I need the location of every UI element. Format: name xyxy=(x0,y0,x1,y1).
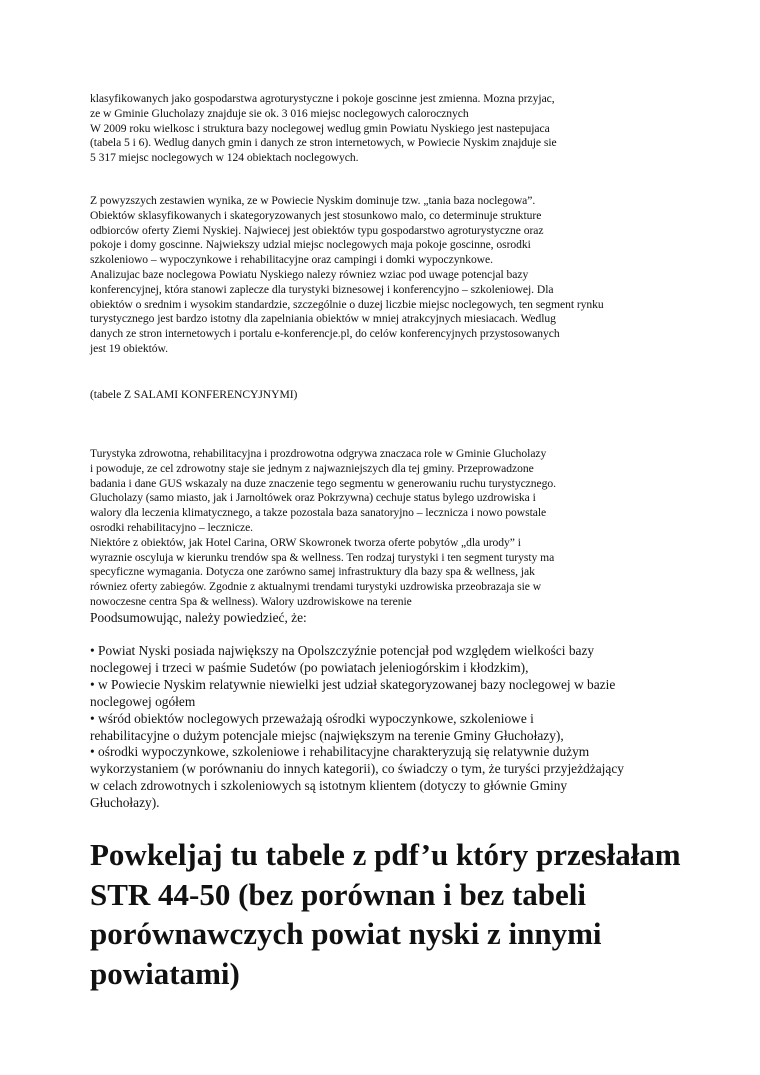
text-line: szkoleniowo – wypoczynkowe i rehabilitacyjne oraz campingi i domki wypoczynkowe. xyxy=(90,253,493,267)
text-line: równiez oferty zabiegów. Zgodnie z aktualnymi trendami turystyki uzdrowiska przeobrazaja sie w xyxy=(90,580,542,594)
summary-bullet-list xyxy=(90,643,624,812)
bullet-line: • ośrodki wypoczynkowe, szkoleniowe i rehabilitacyjne charakteryzują się relatywnie dużym xyxy=(90,744,590,760)
text-line: (tabela 5 i 6). Wedlug danych gmin i danych ze stron internetowych, w Powiecie Nyskim znajduje sie xyxy=(90,136,557,150)
text-line: Turystyka zdrowotna, rehabilitacyjna i prozdrowotna odgrywa znaczaca role w Gminie Glucholazy xyxy=(90,447,547,460)
heading-line: powiatami) xyxy=(90,955,240,991)
text-line: obiektów o srednim i wysokim standardzie, szczególnie o duzej liczbie miejsc noclegowych, ten segment rynku xyxy=(90,297,604,311)
summary-intro xyxy=(90,610,307,627)
text-line: i powoduje, ze cel zdrowotny staje sie jednym z najwazniejszych dla tej gminy. Przeprowadzone xyxy=(90,461,534,475)
bullet-line: w celach zdrowotnych i szkoleniowych są istotnym klientem (dotyczy to głównie Gminy xyxy=(90,778,568,794)
paragraph-health-tourism xyxy=(90,447,556,610)
text-line: Obiektów sklasyfikowanych i skategoryzowanych jest stosunkowo malo, co determinuje strukture xyxy=(90,208,542,222)
heading-line: porównawczych powiat nyski z innymi xyxy=(90,916,602,951)
text-line: Analizujac baze noclegowa Powiatu Nyskiego nalezy równiez wziac pod uwage potencjal bazy xyxy=(90,267,529,281)
text-line: ze w Gminie Glucholazy znajduje sie ok. 3 016 miejsc noclegowych calorocznych xyxy=(90,106,469,120)
text-line: walory dla leczenia klimatycznego, a takze pozostala baza sanatoryjno – lecznicza i nowo powstale xyxy=(90,506,547,520)
bullet-line: noclegowej i trzeci w paśmie Sudetów (po powiatach jeleniogórskim i kłodzkim), xyxy=(90,659,529,675)
heading-line: Powkeljaj tu tabele z pdf’u który przesłałam xyxy=(90,837,681,872)
text-line: klasyfikowanych jako gospodarstwa agroturystyczne i pokoje goscinne jest zmienna. Mozna przyjac, xyxy=(90,92,555,105)
text-line: specyficzne wymagania. Dotycza one zarówno samej infrastruktury dla bazy spa & wellness, jak xyxy=(90,565,535,579)
text-line: badania i dane GUS wskazaly na duze znaczenie tego segmentu w generowaniu ruchu turystycznego. xyxy=(90,476,556,490)
editor-note-heading xyxy=(90,835,690,993)
bullet-line: noclegowej ogółem xyxy=(90,693,196,709)
text-line: Niektóre z obiektów, jak Hotel Carina, ORW Skowronek tworza oferte pobytów „dla urody” i xyxy=(90,535,521,549)
bullet-line: wykorzystaniem (w porównaniu do innych kategorii), co świadczy o tym, że turyści przyjeżdżający xyxy=(90,761,624,777)
table-placeholder-note xyxy=(90,388,297,403)
text-line: (tabele Z SALAMI KONFERENCYJNYMI) xyxy=(90,388,298,401)
text-line: turystycznego jest bardzo istotny dla zapelniania obiektów w mniej atrakcyjnych miesiacach. Wedlug xyxy=(90,312,556,326)
text-line: Poodsumowując, należy powiedzieć, że: xyxy=(90,610,307,625)
bullet-line: rehabilitacyjne o dużym potencjale miejsc (największym na terenie Gminy Głuchołazy), xyxy=(90,727,564,743)
bullet-line: • wśród obiektów noclegowych przeważają ośrodki wypoczynkowe, szkoleniowe i xyxy=(90,710,534,726)
text-line: odbiorców oferty Ziemi Nyskiej. Najwiecej jest obiektów typu gospodarstwo agroturystyczne oraz xyxy=(90,223,544,237)
paragraph-accommodation-intro xyxy=(90,92,557,166)
text-line: Glucholazy (samo miasto, jak i Jarnoltówek oraz Pokrzywna) cechuje status bylego uzdrowiska i xyxy=(90,491,536,505)
text-line: jest 19 obiektów. xyxy=(90,341,168,355)
text-line: konferencyjnej, która stanowi zaplecze dla turystyki biznesowej i konferencyjno – szkoleniowej. Dla xyxy=(90,282,554,296)
text-line: nowoczesne centra Spa & wellness). Walory uzdrowiskowe na terenie xyxy=(90,594,412,608)
bullet-line: • w Powiecie Nyskim relatywnie niewielki jest udział skategoryzowanej bazy noclegowej w bazie xyxy=(90,676,616,692)
text-line: danych ze stron internetowych i portalu e-konferencje.pl, do celów konferencyjnych przystosowanych xyxy=(90,327,560,341)
paragraph-accommodation-analysis xyxy=(90,194,604,357)
text-line: W 2009 roku wielkosc i struktura bazy noclegowej wedlug gmin Powiatu Nyskiego jest nastepujaca xyxy=(90,121,550,135)
text-line: Z powyzszych zestawien wynika, ze w Powiecie Nyskim dominuje tzw. „tania baza noclegowa”. xyxy=(90,194,536,207)
bullet-line: • Powiat Nyski posiada największy na Opolszczyźnie potencjał pod względem wielkości bazy xyxy=(90,643,595,658)
text-line: 5 317 miejsc noclegowych w 124 obiektach noclegowych. xyxy=(90,151,359,165)
bullet-line: Głuchołazy). xyxy=(90,795,160,811)
text-line: wyraznie oscyluja w kierunku trendów spa & wellness. Ten rodzaj turystyki i ten segment turysty ma xyxy=(90,550,555,564)
text-line: pokoje i domy goscinne. Najwiekszy udzial miejsc noclegowych maja pokoje goscinne, osrodki xyxy=(90,238,531,252)
heading-line: STR 44-50 (bez porównan i bez tabeli xyxy=(90,876,586,912)
text-line: osrodki rehabilitacyjno – lecznicze. xyxy=(90,520,254,534)
